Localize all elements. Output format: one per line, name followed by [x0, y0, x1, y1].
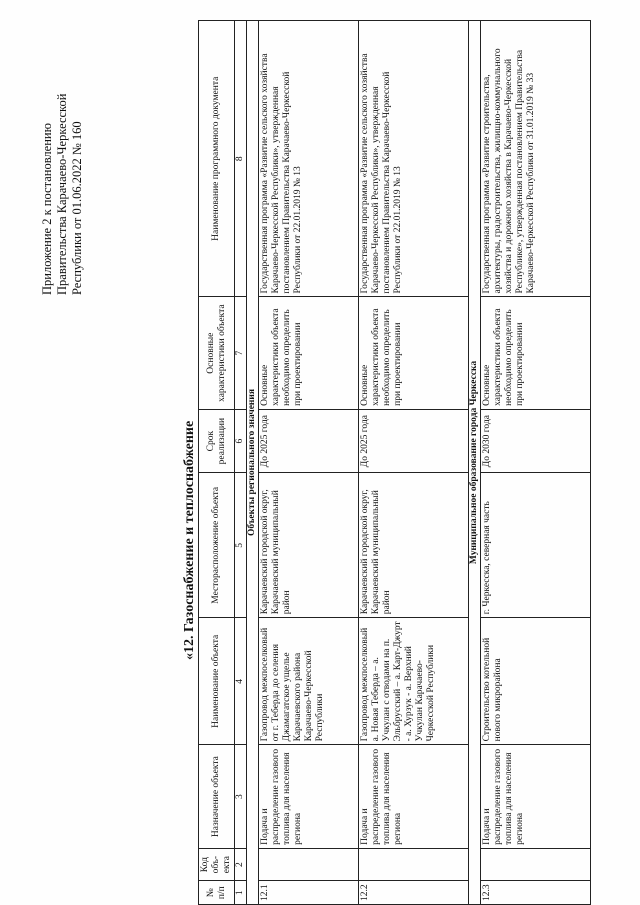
cell-term: До 2025 года — [359, 409, 469, 473]
group-row-cherkessk — [469, 21, 481, 905]
column-header-purpose: Назначение объекта — [199, 745, 235, 848]
table-row — [359, 21, 469, 905]
appendix-header-line: Республики от 01.06.2022 № 160 — [70, 121, 84, 295]
cell-purpose: Подача и распределение газового топлива для населения региона — [259, 745, 359, 848]
cell-name: Газопровод межпоселковый а. Новая Теберда – а. Учкулан с отводами на п. Эльбрусский – а. Карт-Джурт - а. Хурзук - а. Верхний Учкулан Карачаево-Черкесской Республики — [359, 618, 469, 745]
cell-characteristics: Основные характеристики объекта необходимо определить при проектировании — [259, 297, 359, 409]
section-title: «12. Газоснабжение и теплоснабжение — [182, 420, 197, 660]
cell-location: Карачаевский городской округ, Карачаевский муниципальный район — [259, 473, 359, 618]
column-number: 7 — [235, 297, 247, 409]
column-header-characteristics: Основные характеристики объекта — [199, 297, 235, 409]
cell-name: Строительство котельной нового микрорайона — [481, 618, 591, 745]
cell-number: 12.1 — [259, 881, 359, 905]
column-number: 8 — [235, 21, 247, 297]
group-row-regional — [247, 21, 259, 905]
cell-code — [359, 848, 469, 881]
objects-table — [198, 20, 591, 905]
column-number-row — [235, 21, 247, 905]
cell-term: До 2025 года — [259, 409, 359, 473]
table-row — [481, 21, 591, 905]
cell-program: Государственная программа «Развитие сельского хозяйства Карачаево-Черкесской Республики», утвержденная постановлением Правительства Карачаево-Черкесской Республики от 22.01.2019 № 13 — [359, 21, 469, 297]
cell-location: Карачаевский городской округ, Карачаевский муниципальный район — [359, 473, 469, 618]
column-header-term: Срок реализации — [199, 409, 235, 473]
cell-characteristics: Основные характеристики объекта необходимо определить при проектировании — [481, 297, 591, 409]
appendix-header-line: Правительства Карачаево-Черкесской — [55, 93, 69, 295]
cell-location: г. Черкесска, северная часть — [481, 473, 591, 618]
cell-program: Государственная программа «Развитие сельского хозяйства Карачаево-Черкесской Республики», утвержденная постановлением Правительства Карачаево-Черкесской Республики от 22.01.2019 № 13 — [259, 21, 359, 297]
column-header-code: Код объ-екта — [199, 848, 235, 881]
column-header-program: Наименование программного документа — [199, 21, 235, 297]
cell-number: 12.3 — [481, 881, 591, 905]
group-title: Объекты регионального значения — [247, 21, 259, 905]
cell-characteristics: Основные характеристики объекта необходимо определить при проектировании — [359, 297, 469, 409]
column-header-name: Наименование объекта — [199, 618, 235, 745]
column-header-location: Месторасположение объекта — [199, 473, 235, 618]
column-number: 6 — [235, 409, 247, 473]
column-number: 1 — [235, 881, 247, 905]
cell-name: Газопровод межпоселковый от г. Теберда до селения Джамагатское ущелье Карачаевского района Карачаево-Черкесской Республики — [259, 618, 359, 745]
cell-term: До 2030 года — [481, 409, 591, 473]
group-title: Муниципальное образование города Черкесска — [469, 21, 481, 905]
cell-purpose: Подача и распределение газового топлива для населения региона — [359, 745, 469, 848]
column-header-number: № п/п — [199, 881, 235, 905]
appendix-header — [40, 15, 85, 295]
column-number: 2 — [235, 848, 247, 881]
column-number: 5 — [235, 473, 247, 618]
cell-code — [481, 848, 591, 881]
cell-number: 12.2 — [359, 881, 469, 905]
cell-purpose: Подача и распределение газового топлива для населения региона — [481, 745, 591, 848]
cell-program: Государственная программа «Развитие строительства, архитектуры, градостроительства, жилищно-коммунального хозяйства и дорожного хозяйства в Карачаево-Черкесской Республике», утвержденная постановлением Правительства Карачаево-Черкесской Республики от 31.01.2019 № 33 — [481, 21, 591, 297]
appendix-header-line: Приложение 2 к постановлению — [40, 123, 54, 295]
column-number: 4 — [235, 618, 247, 745]
column-number: 3 — [235, 745, 247, 848]
cell-code — [259, 848, 359, 881]
table-row — [259, 21, 359, 905]
table-header-row — [199, 21, 235, 905]
